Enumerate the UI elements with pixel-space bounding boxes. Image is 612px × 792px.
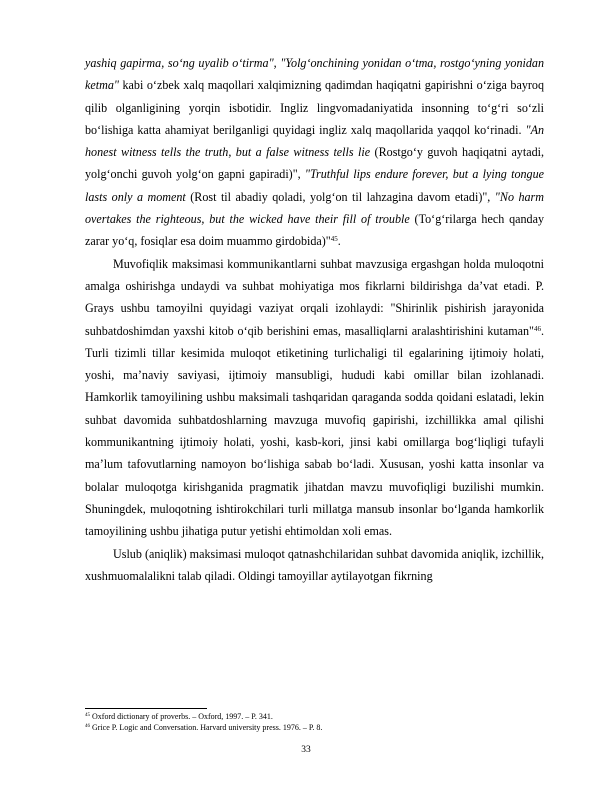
footnote-number: 46 <box>85 724 90 729</box>
page-number: 33 <box>301 745 311 755</box>
paragraph-2 <box>85 253 544 543</box>
paragraph-2-text-a: Muvofiqlik maksimasi kommunikantlarni suhbat mavzusiga ergashgan holda muloqotni amalga oshirishga undaydi va suhbat mohiyatiga mos fikrlarni bildirishga da’vat etadi. P. Grays ushbu tamoyilni quyidagi vaziyat orqali izohlaydi: "Shirinlik pishirish jarayonida suhbatdoshimdan yaxshi kitob o‘qib berishini emas, masalliqlarni aralashtirishini kutaman" <box>85 256 544 338</box>
proverb-1-translation: (Rostgo‘y guvoh haqiqatni aytadi, yolg‘onchi guvoh yolg‘on gapni gapiradi)", <box>85 145 545 182</box>
footnote-46 <box>85 722 544 733</box>
footnote-separator <box>85 708 207 709</box>
footnote-ref-45[interactable]: 45 <box>330 235 338 244</box>
proverb-3-translation: (To‘g‘rilarga hech qanday zarar yo‘q, fosiqlar esa doim muammo girdobida)" <box>85 212 544 249</box>
uzbek-proverbs-italic: yashiq gapirma, so‘ng uyalib o‘tirma", "Yolg‘onchining yonidan o‘tma, rostgo‘yning yonidan ketma" <box>85 56 544 93</box>
footnote-text: Grice P. Logic and Conversation. Harvard university press. 1976. – P. 8. <box>90 723 323 732</box>
proverb-2-translation: (Rost til abadiy qoladi, yolg‘on til lahzagina davom etadi)", <box>185 189 495 204</box>
english-proverb-1-italic: "An honest witness tells the truth, but a false witness tells lie <box>85 122 544 160</box>
english-proverb-3-italic: "No harm overtakes the righteous, but the wicked have their fill of trouble <box>85 189 545 227</box>
paragraph-3-text: Uslub (aniqlik) maksimasi muloqot qatnashchilaridan suhbat davomida aniqlik, izchillik, xushmuomalalikni talab qiladi. Oldingi tamoyillar aytilayotgan fikrning <box>85 546 544 583</box>
english-proverb-2-italic: "Truthful lips endure forever, but a lying tongue lasts only a moment <box>85 167 544 204</box>
paragraph-1 <box>85 52 544 253</box>
paragraph-1-text: kabi o‘zbek xalq maqollari xalqimizning qadimdan haqiqatni gapirishni o‘ziga bayroq qilib olganligining yorqin isbotidir. Ingliz lingvomadaniyatida insonning to‘g‘ri so‘zli bo‘lishiga katta ahamiyat berilganligi quyidagi ingliz xalq maqollarida yaqqol ko‘rinadi. <box>85 78 544 137</box>
footnote-45 <box>85 711 544 722</box>
paragraph-2-text-b: . Turli tizimli tillar kesimida muloqot etiketining turlichaligi til egalarining ijtimoiy holati, yoshi, ma’naviy saviyasi, ijtimoiy mansubligi, hududi kabi omillar bilan izohlanadi. Hamkorlik tamoyilining ushbu maksimali tashqaridan qaraganda sodda qoidani eslatadi, lekin suhbat davomida suhbatdoshlarning mavzuga muvofiq gapirishi, izchillikka amal qilishi kommunikantning ijtimoiy holati, yoshi, kasb-kori, jinsi kabi omillarga bog‘liqligi tufayli ma’lum tafovutlarning namoyon bo‘lishiga sabab bo‘ladi. Xususan, yoshi katta insonlar va bolalar muloqotga kirishganida pragmatik jihatdan mavzu muvofiqligi buzilishi mumkin. Shuningdek, muloqotning ishtirokchilari turli millatga mansub insonlar bo‘lganda hamkorlik tamoyilining ushbu jihatiga putur yetishi ehtimoldan xoli emas. <box>85 323 544 539</box>
footnote-ref-46[interactable]: 46 <box>533 324 541 333</box>
footnotes <box>85 711 544 733</box>
paragraph-1-end: . <box>337 234 341 249</box>
footnote-text: Oxford dictionary of proverbs. – Oxford, 1997. – P. 341. <box>90 712 273 721</box>
footnote-number: 45 <box>85 713 90 718</box>
paragraph-3 <box>85 543 544 588</box>
page-body <box>85 52 544 587</box>
